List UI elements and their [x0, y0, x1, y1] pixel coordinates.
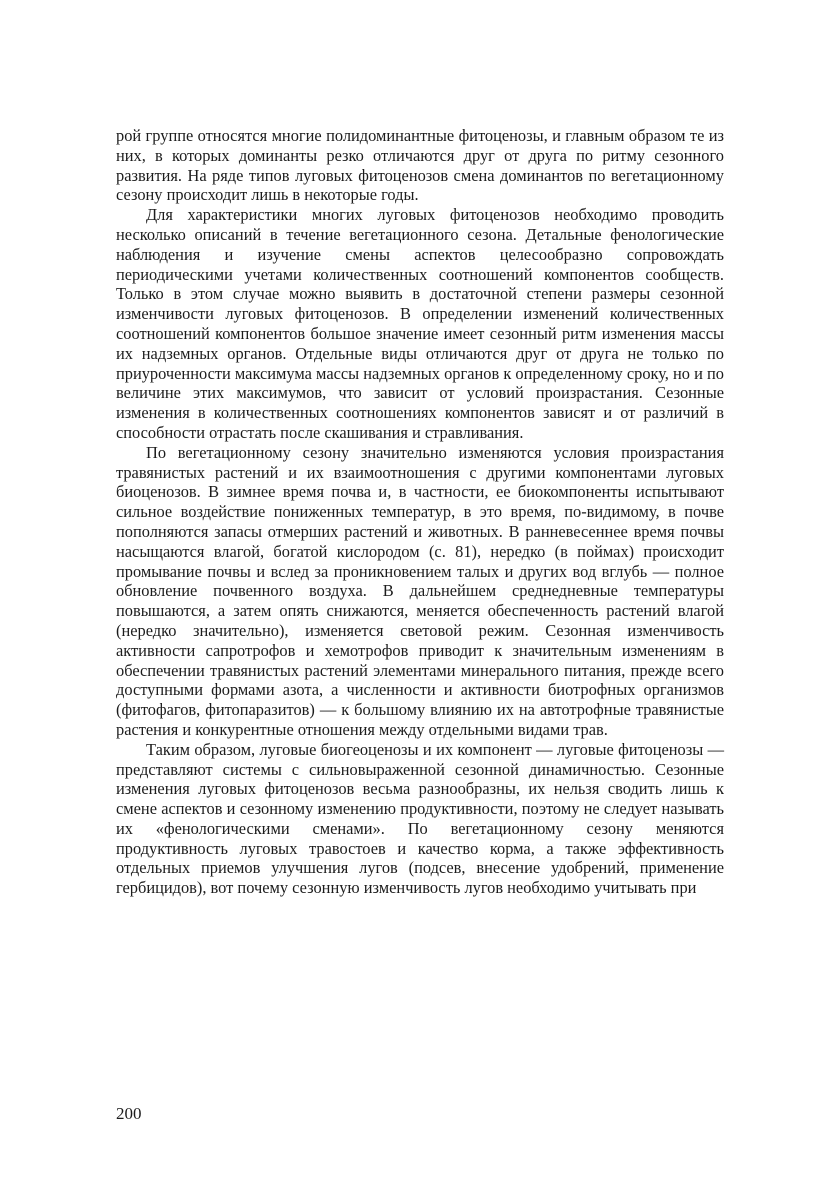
page-text-block — [116, 126, 724, 898]
paragraph-continuation: рой группе относятся многие полидоминантные фитоценозы, и главным образом те из них, в которых доминанты резко отличаются друг от друга по ритму сезонного развития. На ряде типов луговых фитоценозов смена доминантов по вегетационному сезону происходит лишь в некоторые годы. — [116, 126, 724, 205]
paragraph-growing-conditions: По вегетационному сезону значительно изменяются условия произрастания травянистых растений и их взаимоотношения с другими компонентами луговых биоценозов. В зимнее время почва и, в частности, ее биокомпоненты испытывают сильное воздействие пониженных температур, в это время, по-видимому, в почве пополняются запасы отмерших растений и животных. В ранневесеннее время почвы насыщаются влагой, богатой кислородом (с. 81), нередко (в поймах) происходит промывание почвы и вслед за проникновением талых и других вод вглубь — полное обновление почвенного воздуха. В дальнейшем среднедневные температуры повышаются, а затем опять снижаются, меняется обеспеченность растений влагой (нередко значительно), изменяется световой режим. Сезонная изменчивость активности сапротрофов и хемотрофов приводит к значительным изменениям в обеспечении травянистых растений элементами минерального питания, прежде всего доступными формами азота, а численности и активности биотрофных организмов (фитофагов, фитопаразитов) — к большому влиянию их на автотрофные травянистые растения и конкурентные отношения между отдельными видами трав. — [116, 442, 724, 739]
paragraph-phenology-observations: Для характеристики многих луговых фитоценозов необходимо проводить несколько описаний в течение вегетационного сезона. Детальные фенологические наблюдения и изучение смены аспектов целесообразно сопровождать периодическими учетами количественных соотношений компонентов сообществ. Только в этом случае можно выявить в достаточной степени размеры сезонной изменчивости луговых фитоценозов. В определении изменений количественных соотношений компонентов большое значение имеет сезонный ритм изменения массы их надземных органов. Отдельные виды отличаются друг от друга не только по приуроченности максимума массы надземных органов к определенному сроку, но и по величине этих максимумов, что зависит от условий произрастания. Сезонные изменения в количественных соотношениях компонентов зависят и от различий в способности отрастать после скашивания и стравливания. — [116, 205, 724, 442]
page-number: 200 — [116, 1104, 142, 1123]
paragraph-seasonal-dynamics: Таким образом, луговые биогеоценозы и их компонент — луговые фитоценозы — представляют системы с сильновыраженной сезонной динамичностью. Сезонные изменения луговых фитоценозов весьма разнообразны, их нельзя сводить лишь к смене аспектов и сезонному изменению продуктивности, поэтому не следует называть их «фенологическими сменами». По вегетационному сезону меняются продуктивность луговых травостоев и качество корма, а также эффективность отдельных приемов улучшения лугов (подсев, внесение удобрений, применение гербицидов), вот почему сезонную изменчивость лугов необходимо учитывать при — [116, 739, 724, 898]
